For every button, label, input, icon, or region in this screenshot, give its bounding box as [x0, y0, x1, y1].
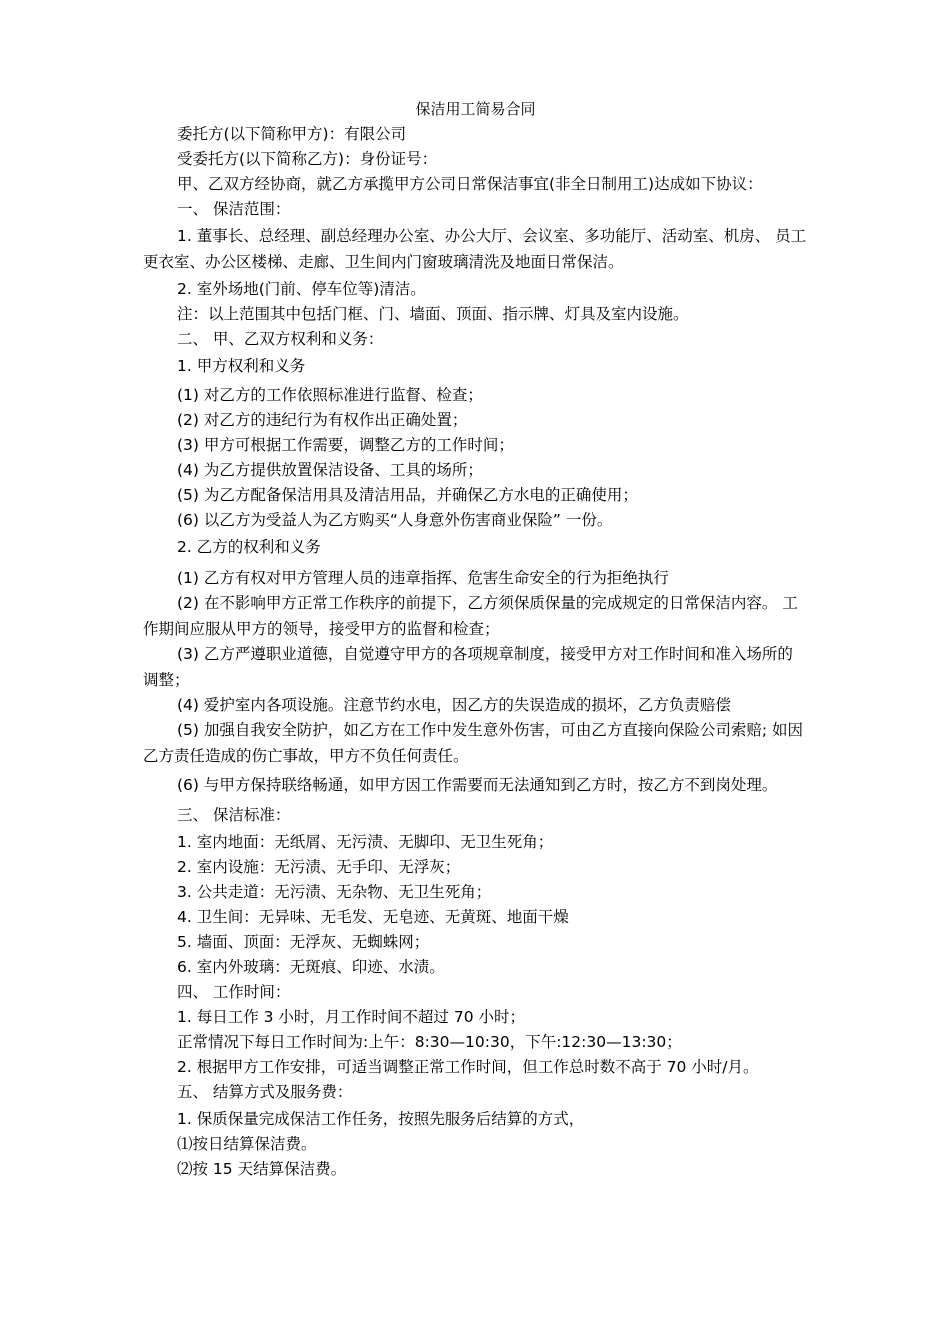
contract-document — [143, 96, 808, 1182]
scope-note: 注：以上范围其中包括门框、门、墙面、顶面、指示牌、灯具及室内设施。 — [177, 305, 689, 323]
standard-item: 4. 卫生间：无异味、无毛发、无皂迹、无黄斑、地面干燥 — [177, 907, 569, 926]
work-time-item: 正常情况下每日工作时间为:上午：8:30—10:30，下午:12:30—13:30； — [177, 1032, 682, 1051]
scope-item: 1. 董事长、总经理、副总经理办公室、办公大厅、会议室、多功能厅、活动室、机房、 员工更衣室、办公区楼梯、走廊、卫生间内门窗玻璃清洗及地面日常保洁。 — [143, 227, 807, 271]
work-time-item: 1. 每日工作 3 小时，月工作时间不超过 70 小时； — [177, 1007, 526, 1026]
section-heading: 四、 工作时间： — [177, 982, 291, 1001]
section-heading: 一、 保洁范围： — [177, 200, 291, 218]
document-title: 保洁用工简易合同 — [415, 100, 536, 118]
clause-item: (4) 为乙方提供放置保洁设备、工具的场所； — [177, 461, 483, 479]
scope-item: 2. 室外场地(门前、停车位等)清洁。 — [177, 280, 426, 298]
clause-item: (2) 对乙方的违纪行为有权作出正确处置； — [177, 411, 468, 429]
clause-item: (3) 甲方可根据工作需要，调整乙方的工作时间； — [177, 436, 514, 454]
clause-item: (3) 乙方严遵职业道德，自觉遵守甲方的各项规章制度，接受甲方对工作时间和准入场所的调整； — [143, 645, 793, 689]
settlement-item: ⑵按 15 天结算保洁费。 — [177, 1159, 347, 1178]
section-heading: 二、 甲、乙双方权利和义务： — [177, 330, 384, 348]
clause-item: (2) 在不影响甲方正常工作秩序的前提下，乙方须保质保量的完成规定的日常保洁内容。 工作期间应服从甲方的领导，接受甲方的监督和检查； — [143, 594, 798, 638]
clause-item: (4) 爱护室内各项设施。注意节约水电，因乙方的失误造成的损坏，乙方负责赔偿 — [177, 696, 731, 714]
settlement-item: 1. 保质保量完成保洁工作任务，按照先服务后结算的方式， — [177, 1109, 585, 1128]
work-time-item: 2. 根据甲方工作安排，可适当调整正常工作时间，但工作总时数不高于 70 小时/月。 — [177, 1057, 759, 1076]
section-heading: 五、 结算方式及服务费： — [177, 1082, 353, 1101]
clause-item: (1) 乙方有权对甲方管理人员的违章指挥、危害生命安全的行为拒绝执行 — [177, 569, 669, 587]
standard-item: 2. 室内设施：无污渍、无手印、无浮灰； — [177, 857, 461, 876]
clause-item: (5) 为乙方配备保洁用具及清洁用品，并确保乙方水电的正确使用； — [177, 486, 638, 504]
contractor-party: 受委托方(以下简称乙方)：身份证号： — [177, 150, 438, 168]
agreement-intro: 甲、乙双方经协商，就乙方承揽甲方公司日常保洁事宜(非全日制用工)达成如下协议： — [177, 175, 763, 193]
standard-item: 1. 室内地面：无纸屑、无污渍、无脚印、无卫生死角； — [177, 832, 554, 851]
standard-item: 3. 公共走道：无污渍、无杂物、无卫生死角； — [177, 882, 492, 901]
subsection-heading: 2. 乙方的权利和义务 — [177, 538, 321, 556]
subsection-heading: 1. 甲方权利和义务 — [177, 357, 306, 375]
standard-item: 6. 室内外玻璃：无斑痕、印迹、水渍。 — [177, 957, 445, 976]
clause-item: (6) 以乙方为受益人为乙方购买“人身意外伤害商业保险” 一份。 — [177, 511, 613, 529]
clause-item: (5) 加强自我安全防护，如乙方在工作中发生意外伤害，可由乙方直接向保险公司索赔; 如因乙方责任造成的伤亡事故，甲方不负任何责任。 — [143, 721, 804, 765]
settlement-item: ⑴按日结算保洁费。 — [177, 1134, 317, 1153]
clause-item: (6) 与甲方保持联络畅通，如甲方因工作需要而无法通知到乙方时，按乙方不到岗处理。 — [177, 776, 778, 794]
clause-item: (1) 对乙方的工作依照标准进行监督、检查； — [177, 386, 483, 404]
standard-item: 5. 墙面、顶面：无浮灰、无蜘蛛网； — [177, 932, 430, 951]
client-party: 委托方(以下简称甲方)：有限公司 — [177, 125, 407, 143]
section-heading: 三、 保洁标准： — [177, 805, 291, 824]
